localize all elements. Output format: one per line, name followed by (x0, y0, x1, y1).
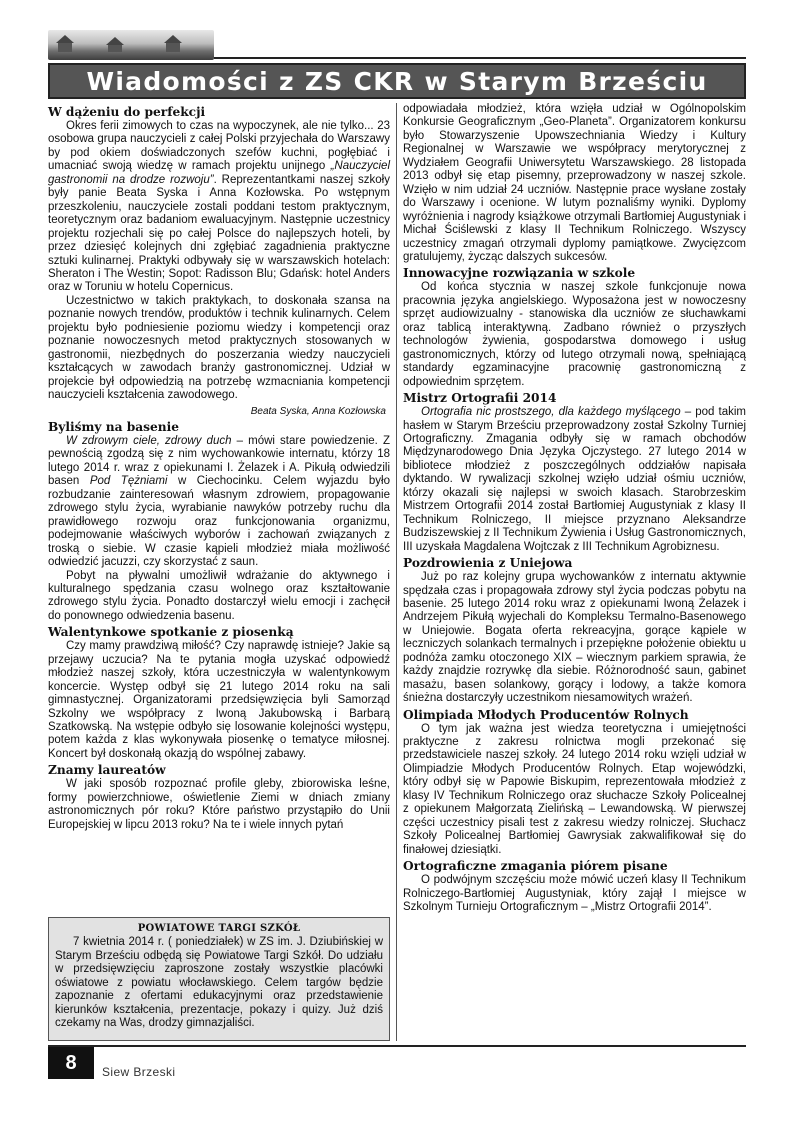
notice-text: 7 kwietnia 2014 r. ( poniedziałek) w ZS im. J. Dziubińskiej w Starym Brześciu odbędą się Powiatowe Targi Szkół. Do udziału w przedsięwzięciu zaproszone zostały wszystkie placówki oświatowe z powiatu włocławskiego. Celem targów będzie zapoznanie z ofertami edukacyjnymi oraz przedstawienie kierunków kształcenia, prezentacje, pokazy i quizy. Już dziś czekamy na Was, drodzy gimnazjaliści. (55, 936, 383, 1030)
article-paragraph: O podwójnym szczęściu może mówić uczeń klasy II Technikum Rolniczego-Bartłomiej Augustyniak, który zajął I miejsce w Szkolnym Turnieju Ortograficznym – „Mistrz Ortografii 2014”. (403, 874, 746, 914)
section-title-bar (48, 63, 746, 99)
publication-name: Siew Brzeski (102, 1065, 176, 1079)
roof-shape (106, 37, 124, 45)
column-divider (396, 103, 397, 1041)
article-heading: Walentynkowe spotkanie z piosenką (48, 625, 294, 640)
emphasis-text: Pod Tężniami (89, 475, 168, 488)
article-paragraph: O tym jak ważna jest wiedza teoretyczna i umiejętności praktyczne z zakresu rolnictwa mogli przekonać się przedstawiciele naszej szkoły. 24 lutego 2014 roku wzięli udział w Olimpiadzie Młodych Producentów Rolnych. Etap wojewódzki, który odbył się w Papowie Biskupim, reprezentowała młodzież z klasy IV Technikum Rolniczego oraz słuchacze Szkoły Policealnej z opiekunem Małgorzatą Zielińską – Lewandowską. W pierwszej części uczestnicy pisali test z zakresu wiedzy rolniczej. Słuchacz Szkoły Policealnej Bartłomiej Gawrysiak zakwalifikował się do finałowej dziesiątki. (403, 722, 746, 856)
article-heading: Byliśmy na basenie (48, 419, 180, 434)
section-title: Wiadomości z ZS CKR w Starym Brześciu (86, 66, 708, 96)
emphasis-text: W zdrowym ciele, zdrowy duch (66, 434, 232, 447)
article-paragraph (48, 120, 390, 295)
emphasis-text: Ortografia nic prostszego, dla każdego myślącego (421, 406, 681, 419)
left-column (48, 103, 390, 832)
article-paragraph: Pobyt na pływalni umożliwił wdrażanie do aktywnego i kulturalnego spędzania czasu wolnego oraz kształtowanie zdrowego stylu życia. Ponadto dostarczył wielu emocji i zachęcił do ponownego odwiedzenia basenu. (48, 569, 390, 622)
right-column (403, 103, 746, 914)
house-shape (166, 42, 180, 52)
text-run: Okres ferii zimowych to czas na wypoczynek, ale nie tylko... 23 osobowa grupa nauczycieli z całej Polski przyjechała do Warszawy by pod okiem doświadczonych szefów kuchni, pogłębiać i umacniać swoją wiedzę w ramach projektu unijnego (48, 120, 390, 173)
article-heading: Mistrz Ortografii 2014 (403, 391, 557, 406)
text-run: . Reprezentantkami naszej szkoły były panie Beata Syska i Anna Kozłowska. Po wstępnym przeszkoleniu, nauczyciele zostali poddani testom praktycznym, teoretycznym oraz badaniom ewaluacyjnym. Następnie uczestnicy projektu rozjechali się po całej Polsce do najlepszych hoteli, by przez dziesięć kolejnych dni zgłębiać zagadnienia praktyczne sztuki kulinarnej. Praktyki odbywały się w warszawskich hotelach: Sheraton i The Westin; Sopot: Radisson Blu; Gdańsk: hotel Anders oraz w Toruniu w hotelu Copernicus. (48, 173, 390, 294)
house-shape (108, 44, 122, 52)
article-paragraph (48, 435, 390, 570)
article-heading: Pozdrowienia z Uniejowa (403, 556, 573, 571)
article-paragraph (403, 406, 746, 554)
article-paragraph: odpowiadała młodzież, która wzięła udział w Ogólnopolskim Konkursie Geograficznym „Geo-Planeta”. Organizatorem konkursu było Stowarzyszenie Upowszechniania Wiedzy i Kultury Regionalnej w Warszawie we współpracy merytorycznej z Wydziałem Geografii Uniwersytetu Warszawskiego. 28 listopada 2013 odbył się etap pisemny, przeprowadzony w naszej szkole. Wzięło w nim udział 24 uczniów. Następnie prace wysłane zostały do Warszawy i ocenione. W lutym poznaliśmy wyniki. Dyplomy wyróżnienia i nagrody książkowe otrzymali Bartłomiej Augustyniak i Michał Ściślewski z klasy II Technikum Rolniczego. Wszyscy uczestnicy zmagań otrzymali dyplomy pamiątkowe. Zwycięzcom gratulujemy, życząc dalszych sukcesów. (403, 103, 746, 263)
notice-box (48, 917, 390, 1041)
house-shape (58, 42, 72, 52)
text-run: w Ciechocinku. Celem wyjazdu było rozbudzanie zainteresowań własnym zdrowiem, propagowanie zdrowego stylu życia, wyrabianie nawyków potrzeby ruchu dla prawidłowego rozwoju oraz funkcjonowania organizmu, podejmowanie właściwych wyborów i zachowań związanych z troską o siebie. W czasie kąpieli młodzież miała możliwość odwiedzić jacuzzi, czy skorzystać z saun. (48, 475, 391, 569)
roof-shape (56, 35, 74, 43)
footer-rule (48, 1045, 746, 1047)
article-paragraph: Już po raz kolejny grupa wychowanków z internatu aktywnie spędzała czas i propagowała zdrowy styl życia podczas pobytu na basenie. 25 lutego 2014 roku wraz z opiekunami Iwoną Żelazek i Andrzejem Pikułą wyjechali do Kompleksu Termalno-Basenowego w Uniejowie. Bogata oferta rekreacyjna, gorące kąpiele w leczniczych solankach termalnych i przepiękne położenie obiektu u podnóża zamku otoczonego XIX – wiecznym parkiem sprawia, że każdy znajdzie rozrywkę dla siebie. Różnorodność saun, gabinet masażu, basen solankowy, gorący i lodowy, a także komora śnieżna dostarczyły uczestnikom niesamowitych wrażeń. (403, 571, 746, 705)
article-paragraph: Czy mamy prawdziwą miłość? Czy naprawdę istnieje? Jakie są przejawy uczucia? Na te pytania mogła uzyskać odpowiedź młodzież naszej szkoły, która uczestniczyła w walentynkowym koncercie. Występ odbył się 21 lutego 2014 roku na sali gimnastycznej. Organizatorami przedsięwzięcia byli Samorząd Szkolny we współpracy z Iwoną Jakubowską i Barbarą Szatkowską. Na wstępie odbyło się losowanie kolejności występu, potem każda z klas wykonywała piosenkę o tematyce miłosnej. Koncert był doskonałą okazją do wspólnej zabawy. (48, 640, 390, 760)
text-run: – pod takim hasłem w Starym Brześciu przeprowadzony został Szkolny Turniej Ortograficzny. Zmagania odbyły się w ramach obchodów Międzynarodowego Dnia Języka Ojczystego. 27 lutego 2014 w bibliotece młodzież z poszczególnych oddziałów napisała dyktando. W rywalizacji szkolnej wzięło udział ośmiu uczniów, którzy okazali się najlepsi w swoich klasach. Starobrzeskim Mistrzem Ortografii 2014 został Bartłomiej Augustyniak z klasy II Technikum Rolniczego, II miejsce przyznano Aleksandrze Budziszewskiej z II Technikum Żywienia i Usług Gastronomicznych, III uzyskała Magdalena Wojtczak z III Technikum Agrobiznesu. (403, 406, 746, 553)
emphasis-text: „Nauczyciel gastronomii na drodze rozwoju” (48, 160, 390, 186)
article-signature: Beata Syska, Anna Kozłowska (250, 405, 386, 417)
roof-shape (164, 35, 182, 43)
article-heading: Innowacyjne rozwiązania w szkole (403, 266, 636, 281)
header-photo-strip (48, 30, 214, 60)
header-rule (214, 57, 746, 59)
page-number: 8 (48, 1047, 94, 1079)
text-run: – mówi stare powiedzenie. Z pewnością zgodzą się z nim wychowankowie internatu, którzy 18 lutego 2014 r. wraz z opiekunami I. Żelazek i A. Pikułą odwiedzili basen (48, 434, 390, 488)
article-paragraph: Uczestnictwo w takich praktykach, to doskonała szansa na poznanie nowych trendów, produktów i technik kulinarnych. Celem projektu było podniesienie poziomu wiedzy i kompetencji oraz poznanie nowoczesnych metod praktycznych stosowanych w gastronomii, niezbędnych do poszerzania wiedzy nauczycieli kształcących w zawodach branży gastronomicznej. Udział w projekcie był odpowiedzią na potrzebę wzmacniania kompetencji nauczycieli kształcenia zawodowego. (48, 294, 390, 402)
article-heading: Znamy laureatów (48, 763, 166, 778)
article-paragraph: W jaki sposób rozpoznać profile gleby, zbiorowiska leśne, formy powierzchniowe, oświetlenie Ziemi w dniach zmiany astronomicznych pór roku? Które państwo przystąpiło do Unii Europejskiej w lipcu 2013 roku? Na te i wiele innych pytań (48, 778, 390, 831)
notice-heading: POWIATOWE TARGI SZKÓŁ (137, 923, 301, 934)
article-heading: Ortograficzne zmagania piórem pisane (403, 859, 668, 874)
article-heading: Olimpiada Młodych Producentów Rolnych (403, 707, 689, 722)
article-heading: W dążeniu do perfekcji (48, 105, 206, 119)
article-paragraph: Od końca stycznia w naszej szkole funkcjonuje nowa pracownia języka angielskiego. Wyposażona jest w nowoczesny sprzęt audiowizualny - stanowiska dla uczniów ze słuchawkami oraz tablicą interaktywną. Zadbano również o przyszłych technologów żywienia, gospodarstwa domowego i usług gastronomicznych, którzy od lutego otrzymali nową, spełniającą standardy egzaminacyjne pracownię gastronomiczną z odpowiednim sprzętem. (403, 281, 746, 388)
